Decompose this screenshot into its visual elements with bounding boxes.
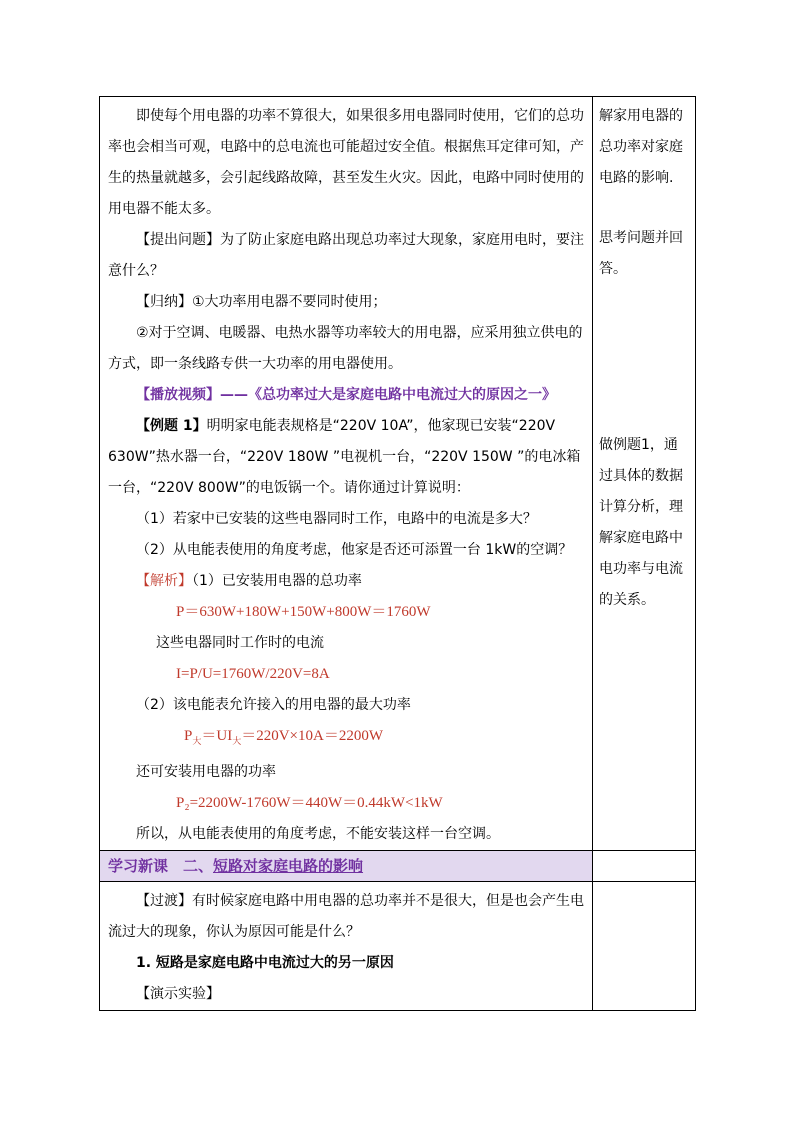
current-label: 这些电器同时工作时的电流: [156, 635, 324, 651]
formula-total-power: P＝630W+180W+150W+800W＝1760W: [176, 604, 431, 620]
summary-item-2: ②对于空调、电暖器、电热水器等功率较大的用电器，应采用独立供电的方式，即一条线路专供一大功率的用电器使用。: [108, 325, 583, 372]
analysis-step-1: （1）已安装用电器的总功率: [192, 573, 362, 589]
side-cell-empty: [593, 851, 696, 882]
example-question-2: （2）从电能表使用的角度考虑，他家是否还可添置一台 1kW的空调？: [136, 542, 573, 558]
table-row: [100, 851, 696, 882]
section-title: 短路对家庭电路的影响: [213, 857, 364, 875]
section-heading: 学习新课 二、短路对家庭电路的影响: [100, 851, 592, 881]
point-1: 1. 短路是家庭电路中电流过大的另一原因: [136, 955, 394, 971]
demo-tag: 【演示实验】: [136, 986, 220, 1002]
side-cell: [593, 97, 696, 851]
remaining-label: 还可安装用电器的功率: [136, 764, 276, 780]
main-cell: [100, 882, 593, 1011]
side-cell-empty: [593, 882, 696, 1011]
analysis-step-2: （2）该电能表允许接入的用电器的最大功率: [136, 697, 411, 713]
paragraph-summary: [108, 287, 586, 318]
summary-item-1: ①大功率用电器不要同时使用；: [192, 294, 387, 310]
table-row: [100, 97, 696, 851]
side-note-1: 解家用电器的总功率对家庭电路的影响.: [599, 108, 683, 186]
side-note-3: 做例题1，通过具体的数据计算分析，理解家庭电路中电功率与电流的关系。: [599, 437, 683, 608]
example-question-1: （1）若家中已安装的这些电器同时工作，电路中的电流是多大？: [136, 511, 537, 527]
video-title: 【播放视频】——《总功率过大是家庭电路中电流过大的原因之一》: [136, 387, 556, 403]
section-heading-cell: [100, 851, 593, 882]
formula-current: I=P/U=1760W/220V=8A: [176, 666, 330, 682]
formula-remaining-power: P₂=2200W-1760W＝440W＝0.44kW<1kW: [176, 795, 443, 811]
summary-tag: 【归纳】: [136, 294, 192, 310]
example-text: 明明家电能表规格是“220V 10A”，他家现已安装“220V 630W”热水器一台，“220V 180W ”电视机一台，“220V 150W ”的电冰箱一台，“220V 800W”的电饭锅一个。请你通过计算说明：: [108, 418, 581, 496]
paragraph-transition: [108, 886, 586, 948]
transition-text: 有时候家庭电路中用电器的总功率并不是很大，但是也会产生电流过大的现象，你认为原因可能是什么？: [108, 893, 584, 940]
paragraph-example: [108, 411, 586, 504]
transition-tag: 【过渡】: [136, 893, 192, 909]
main-cell: [100, 97, 593, 851]
side-note-2: 思考问题并回答。: [599, 230, 683, 277]
example-tag: 【例题 1】: [136, 418, 207, 434]
question-tag: 【提出问题】: [136, 232, 220, 248]
lesson-table: [99, 96, 696, 1011]
conclusion: 所以，从电能表使用的角度考虑，不能安装这样一台空调。: [136, 826, 500, 842]
paragraph-question: [108, 225, 586, 287]
table-row: [100, 882, 696, 1011]
paragraph-analysis: [108, 566, 586, 597]
paragraph-power: 即使每个用电器的功率不算很大，如果很多用电器同时使用，它们的总功率也会相当可观，电路中的总电流也可能超过安全值。根据焦耳定律可知，产生的热量就越多，会引起线路故障，甚至发生火灾。因此，电路中同时使用的用电器不能太多。: [108, 108, 584, 217]
question-text: 为了防止家庭电路出现总功率过大现象，家庭用电时，要注意什么？: [108, 232, 584, 279]
analysis-tag: 【解析】: [136, 573, 192, 589]
formula-max-power: $P_大=UI_大=220V\times 10A=2200W$: [184, 728, 383, 746]
